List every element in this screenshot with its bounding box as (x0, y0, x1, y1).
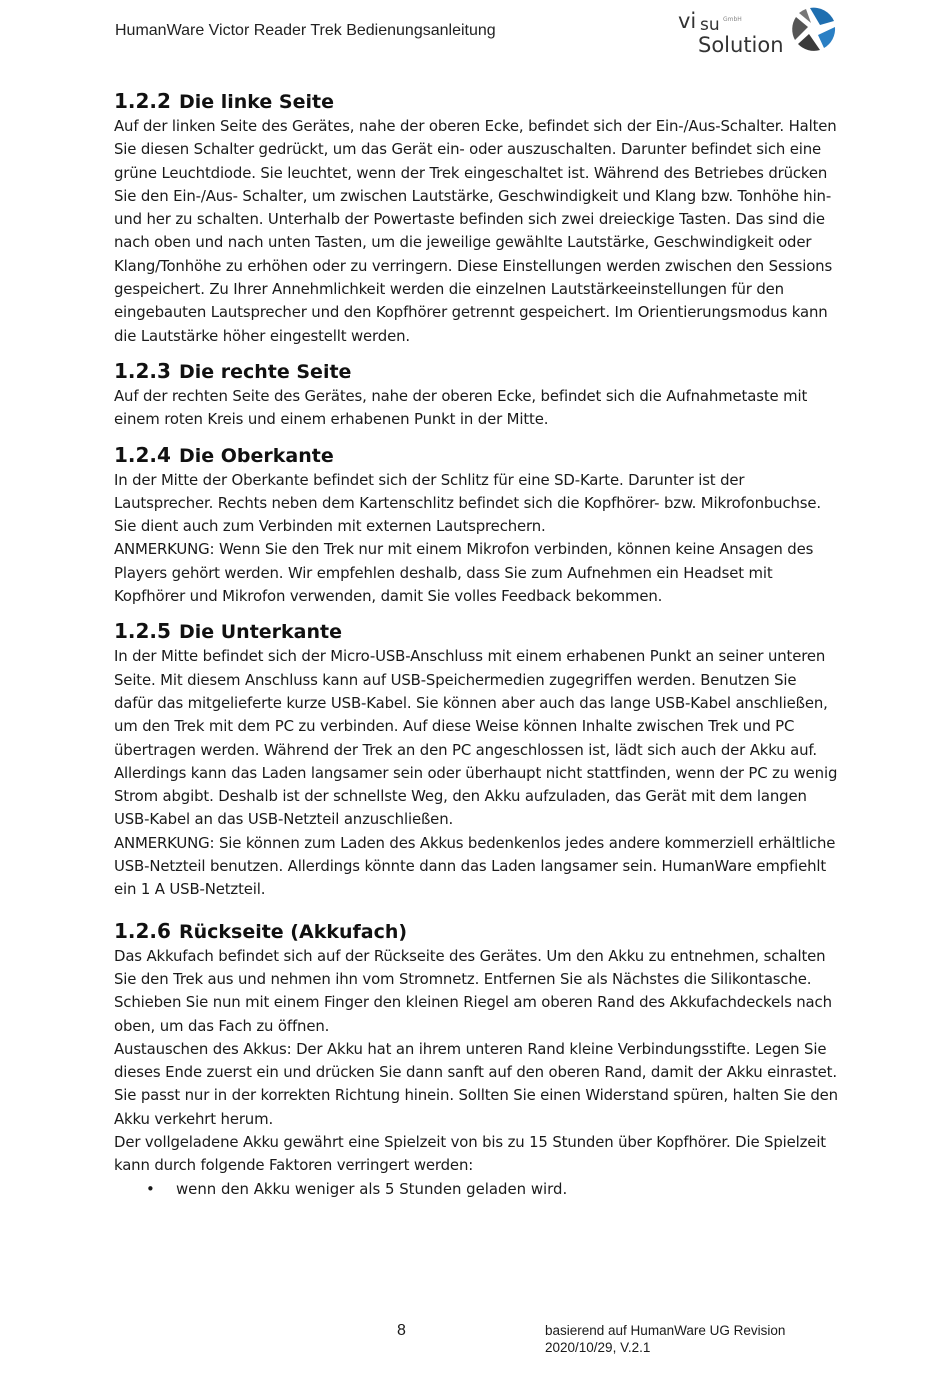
section-heading (114, 442, 838, 469)
section-number: 1.2.5 (114, 619, 171, 644)
note-paragraph: ANMERKUNG: Wenn Sie den Trek nur mit einem Mikrofon verbinden, können keine Ansagen des Players gehört werden. Wir empfehlen deshalb, dass Sie zum Aufnehmen ein Headset mit Kopfhörer und Mikrofon verwenden, damit Sie volles Feedback bekommen. (114, 540, 814, 606)
section-top-edge (114, 442, 838, 609)
section-heading (114, 88, 838, 115)
aperture-icon (792, 7, 836, 51)
section-title: Die Oberkante (178, 444, 334, 467)
section-number: 1.2.3 (114, 358, 171, 383)
page-number: 8 (397, 1322, 406, 1339)
logo-text-solution: Solution (698, 33, 784, 57)
bullet-list (114, 1178, 838, 1201)
section-number: 1.2.4 (114, 442, 171, 467)
revision-line-2: 2020/10/29, V.2.1 (545, 1340, 651, 1355)
paragraph: Das Akkufach befindet sich auf der Rückseite des Gerätes. Um den Akku zu entnehmen, schalten Sie den Trek aus und nehmen ihn vom Stromnetz. Entfernen Sie als Nächstes die Silikontasche. Schieben Sie nun mit einem Finger den kleinen Riegel am oberen Rand des Akkufachdeckels nach oben, um das Fach zu öffnen. (114, 946, 832, 1035)
section-title: Die Unterkante (178, 621, 342, 644)
section-title: Die rechte Seite (178, 360, 352, 383)
document-header-title: HumanWare Victor Reader Trek Bedienungsanleitung (115, 22, 496, 39)
revision-footer (545, 1322, 785, 1356)
section-number: 1.2.6 (114, 918, 171, 943)
paragraph: Austauschen des Akkus: Der Akku hat an ihrem unteren Rand kleine Verbindungsstifte. Legen Sie dieses Ende zuerst ein und drücken Sie dann sanft auf den oberen Rand, damit der Akku einrastet. Sie passt nur in der korrekten Richtung hinein. Sollten Sie einen Widerstand spüren, halten Sie den Akku verkehrt herum. (114, 1039, 838, 1128)
paragraph: In der Mitte befindet sich der Micro-USB-Anschluss mit einem erhabenen Punkt an seiner unteren Seite. Mit diesem Anschluss kann auf USB-Speichermedien zugegriffen werden. Benutzen Sie dafür das mitgelieferte kurze USB-Kabel. Sie können aber auch das lange USB-Kabel anschließen, um den Trek mit dem PC zu verbinden. Auf diese Weise können Inhalte zwischen Trek und PC übertragen werden. Während der Trek an den PC angeschlossen ist, lädt sich auch der Akku auf. Allerdings kann das Laden langsamer sein oder überhaupt nicht stattfinden, wenn der PC zu wenig Strom abgibt. Deshalb ist der schnellste Weg, den Akku aufzuladen, das Gerät mit dem langen USB-Kabel an das USB-Netzteil anzuschließen. (114, 647, 838, 829)
section-heading (114, 358, 838, 385)
section-heading (114, 618, 838, 645)
paragraph: Der vollgeladene Akku gewährt eine Spielzeit von bis zu 15 Stunden über Kopfhörer. Die Spielzeit kann durch folgende Faktoren verringert werden: (114, 1132, 826, 1175)
list-item: • wenn den Akku weniger als 5 Stunden geladen wird. (176, 1178, 838, 1201)
visusolution-logo (676, 2, 841, 58)
section-bottom-edge (114, 618, 838, 901)
section-title: Die linke Seite (178, 91, 334, 113)
logo-graphic (676, 2, 841, 58)
logo-text-vi: vi (678, 9, 697, 33)
note-paragraph: ANMERKUNG: Sie können zum Laden des Akkus bedenkenlos jedes andere kommerziell erhältliche USB-Netzteil benutzen. Allerdings könnte dann das Laden langsamer sein. HumanWare empfiehlt ein 1 A USB-Netzteil. (114, 833, 836, 899)
section-left-side (114, 88, 838, 348)
document-body (114, 88, 838, 1211)
logo-text-gmbh: GmbH (723, 16, 742, 23)
section-heading (114, 918, 838, 945)
section-battery-compartment (114, 918, 838, 1201)
section-right-side (114, 358, 838, 432)
section-number: 1.2.2 (114, 89, 171, 113)
paragraph: Auf der rechten Seite des Gerätes, nahe der oberen Ecke, befindet sich die Aufnahmetaste mit einem roten Kreis und einem erhabenen Punkt in der Mitte. (114, 386, 808, 429)
paragraph: Auf der linken Seite des Gerätes, nahe der oberen Ecke, befindet sich der Ein-/Aus-Schalter. Halten Sie diesen Schalter gedrückt, um das Gerät ein- oder auszuschalten. Darunter befindet sich eine grüne Leuchtdiode. Sie leuchtet, wenn der Trek eingeschaltet ist. Während des Betriebes drücken Sie den Ein-/Aus- Schalter, um zwischen Lautstärke, Geschwindigkeit und Klang bzw. Tonhöhe hin- und her zu schalten. Unterhalb der Powertaste befinden sich zwei dreieckige Tasten. Das sind die nach oben und nach unten Tasten, um die jeweilige gewählte Lautstärke, Geschwindigkeit oder Klang/Tonhöhe zu erhöhen oder zu verringern. Diese Einstellungen werden zwischen den Sessions gespeichert. Zu Ihrer Annehmlichkeit werden die einzelnen Lautstärkeeinstellungen für den eingebauten Lautsprecher und den Kopfhörer getrennt gespeichert. Im Orientierungsmodus kann die Lautstärke höher eingestellt werden. (114, 117, 837, 345)
revision-line-1: basierend auf HumanWare UG Revision (545, 1323, 786, 1338)
logo-text-su: su (700, 15, 720, 35)
paragraph: In der Mitte der Oberkante befindet sich der Schlitz für eine SD-Karte. Darunter ist der Lautsprecher. Rechts neben dem Kartenschlitz befindet sich die Kopfhörer- bzw. Mikrofonbuchse. Sie dient auch zum Verbinden mit externen Lautsprechern. (114, 470, 822, 536)
section-title: Rückseite (Akkufach) (178, 920, 408, 943)
